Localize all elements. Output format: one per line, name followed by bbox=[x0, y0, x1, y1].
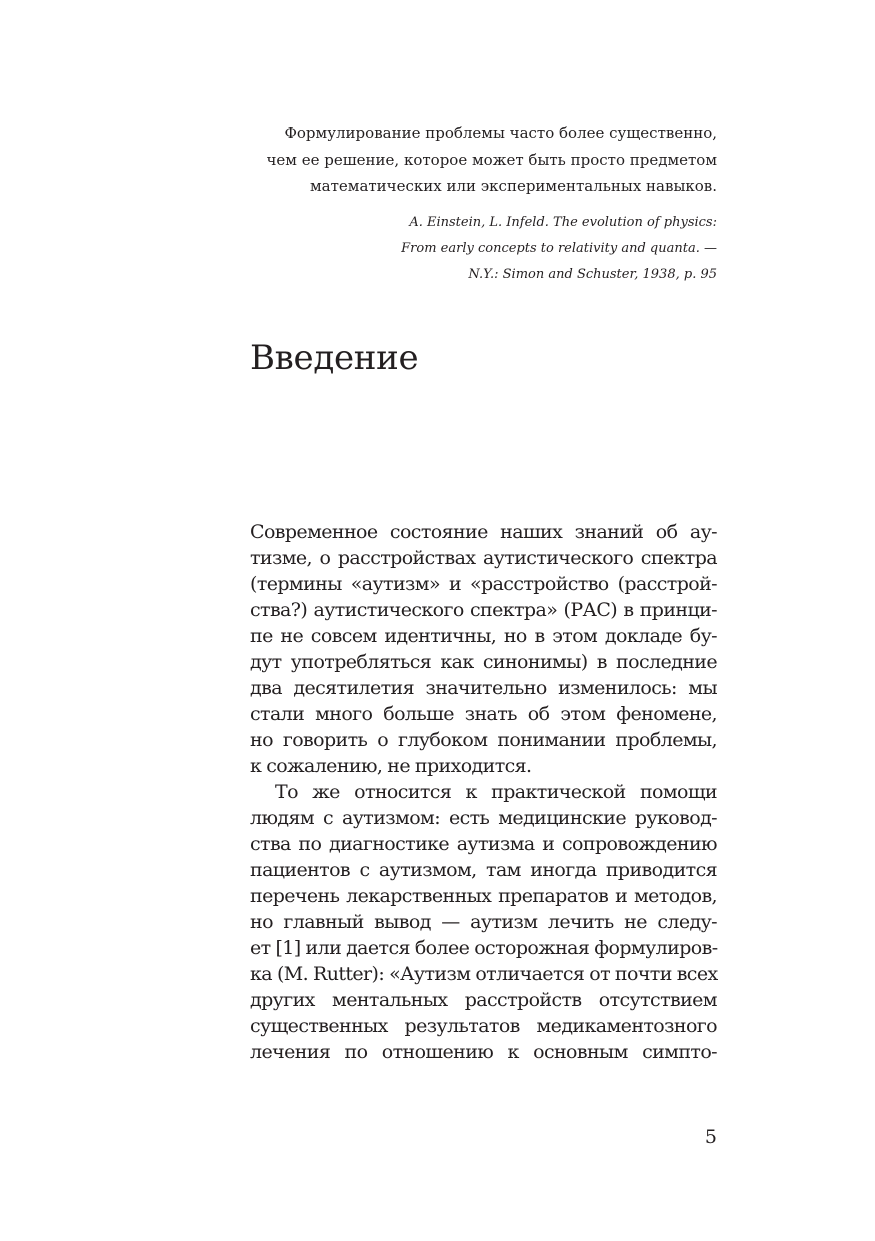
text-line: лечения по отношению к основным симпто- bbox=[250, 1041, 717, 1063]
body-text bbox=[250, 519, 717, 1065]
text-line: пациентов с аутизмом, там иногда приводится bbox=[250, 859, 717, 881]
epigraph-line: Формулирование проблемы часто более существенно, bbox=[284, 124, 717, 142]
text-line: стали много больше знать об этом феномене, bbox=[250, 703, 717, 725]
epigraph-line: математических или экспериментальных навыков. bbox=[309, 177, 717, 195]
epigraph bbox=[247, 120, 717, 288]
epigraph-source-line: From early concepts to relativity and quanta. — bbox=[401, 240, 717, 256]
text-line: два десятилетия значительно изменилось: мы bbox=[250, 677, 717, 699]
text-line: пе не совсем идентичны, но в этом докладе бу- bbox=[250, 625, 717, 647]
chapter-title: Введение bbox=[250, 338, 419, 378]
text-line: ка (M. Rutter): «Аутизм отличается от почти всех bbox=[250, 963, 718, 985]
epigraph-source-line: A. Einstein, L. Infeld. The evolution of physics: bbox=[409, 214, 717, 230]
text-line: к сожалению, не приходится. bbox=[250, 755, 532, 777]
text-line: тизме, о расстройствах аутистического спектра bbox=[250, 547, 717, 569]
text-line: ет [1] или дается более осторожная формулиров- bbox=[250, 937, 718, 959]
text-line: ства?) аутистического спектра» (РАС) в принци- bbox=[250, 599, 717, 621]
text-line: но говорить о глубоком понимании проблемы, bbox=[250, 729, 717, 751]
epigraph-source bbox=[247, 210, 717, 288]
text-line: (термины «аутизм» и «расстройство (расстрой- bbox=[250, 573, 717, 595]
epigraph-quote bbox=[247, 120, 717, 200]
text-line: ства по диагностике аутизма и сопровождению bbox=[250, 833, 717, 855]
text-line: других ментальных расстройств отсутствием bbox=[250, 989, 717, 1011]
paragraph-2 bbox=[250, 779, 717, 1065]
epigraph-line: чем ее решение, которое может быть просто предметом bbox=[266, 150, 717, 169]
text-line: Современное состояние наших знаний об ау- bbox=[250, 521, 717, 543]
text-line: То же относится к практической помощи bbox=[275, 781, 717, 803]
page-number: 5 bbox=[704, 1126, 717, 1148]
text-line: дут употребляться как синонимы) в последние bbox=[250, 651, 717, 673]
text-line: но главный вывод — аутизм лечить не следу- bbox=[250, 911, 717, 933]
text-line: людям с аутизмом: есть медицинские руковод- bbox=[250, 807, 717, 829]
epigraph-source-line: N.Y.: Simon and Schuster, 1938, p. 95 bbox=[468, 266, 717, 282]
text-line: перечень лекарственных препаратов и методов, bbox=[250, 885, 717, 907]
text-line: существенных результатов медикаментозного bbox=[250, 1015, 717, 1037]
paragraph-1 bbox=[250, 519, 717, 779]
